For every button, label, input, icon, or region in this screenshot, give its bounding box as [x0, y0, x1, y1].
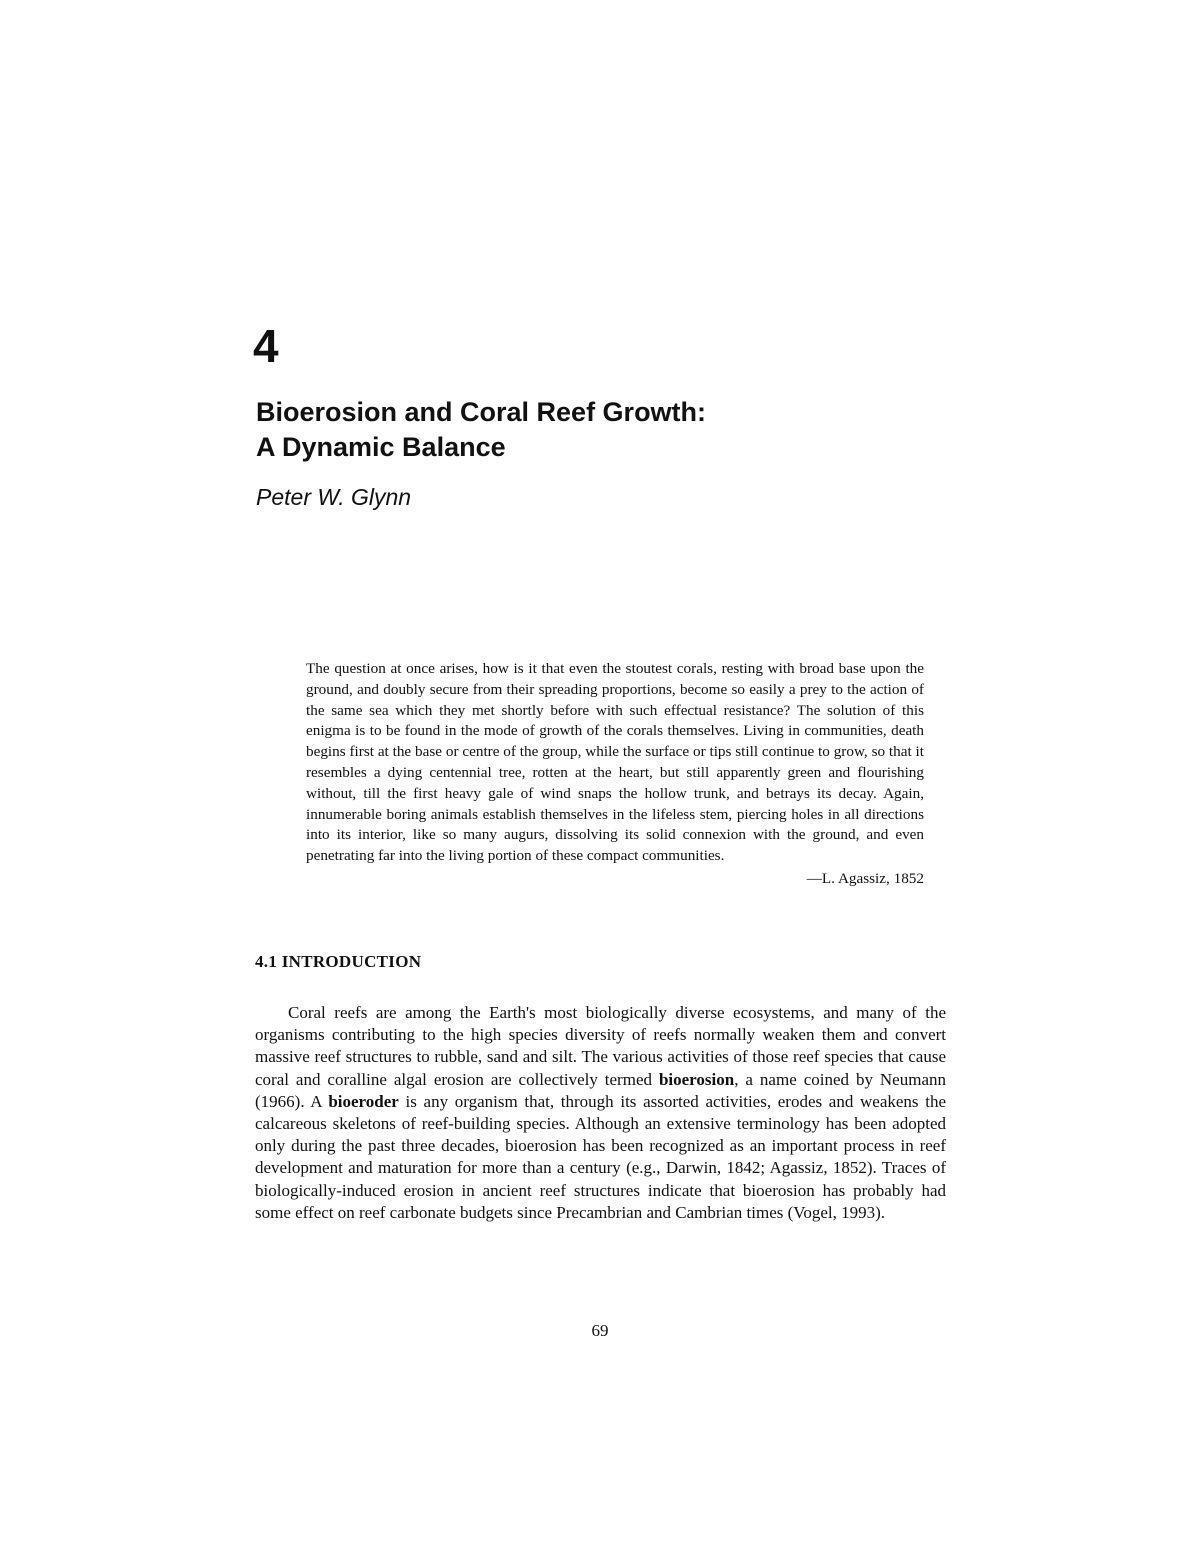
section-heading: 4.1 INTRODUCTION	[255, 952, 422, 971]
paragraph-text-2: , a name coined by Neumann (1966). A	[255, 1069, 946, 1111]
chapter-title-line-2: A Dynamic Balance	[256, 432, 506, 462]
term-bioerosion: bioerosion	[658, 1069, 735, 1089]
chapter-title	[256, 395, 706, 465]
term-bioeroder: bioeroder	[328, 1091, 399, 1111]
epigraph-attribution: —L. Agassiz, 1852	[806, 869, 924, 887]
paragraph-text-3: is any organism that, through its assorted activities, erodes and weakens the calcareous skeletons of reef-building species. Although an extensive terminology has been adopted only during the past three decades, bioerosion has been recognized as an important process in reef development and maturation for more than a century (e.g., Darwin, 1842; Agassiz, 1852). Traces of biologically-induced erosion in ancient reef structures indicate that bioerosion has probably had some effect on reef carbonate budgets since Precambrian and Cambrian times (Vogel, 1993).	[255, 1091, 946, 1222]
epigraph-quote: The question at once arises, how is it that even the stoutest corals, resting with broad base upon the ground, and doubly secure from their spreading proportions, become so easily a prey to the action of the same sea which they met shortly before with such effectual resistance? The solution of this enigma is to be found in the mode of growth of the corals themselves. Living in communities, death begins first at the base or centre of the group, while the surface or tips still continue to grow, so that it resembles a dying centennial tree, rotten at the heart, but still apparently green and flourishing without, till the first heavy gale of wind snaps the hollow trunk, and betrays its decay. Again, innumerable boring animals establish themselves in the lifeless stem, piercing holes in all directions into its interior, like so many augurs, dissolving its solid connexion with the ground, and even penetrating far into the living portion of these compact communities.	[306, 660, 924, 865]
paragraph-text-1: Coral reefs are among the Earth's most biologically diverse ecosystems, and many of the organisms contributing to the high species diversity of reefs normally weaken them and convert massive reef structures to rubble, sand and silt. The various activities of those reef species that cause coral and coralline algal erosion are collectively termed	[255, 1003, 946, 1089]
body-paragraph	[255, 1002, 946, 1224]
chapter-author: Peter W. Glynn	[256, 484, 412, 510]
chapter-number: 4	[253, 320, 279, 372]
page-number: 69	[591, 1321, 609, 1340]
epigraph	[306, 659, 924, 890]
chapter-title-line-1: Bioerosion and Coral Reef Growth:	[256, 397, 707, 427]
